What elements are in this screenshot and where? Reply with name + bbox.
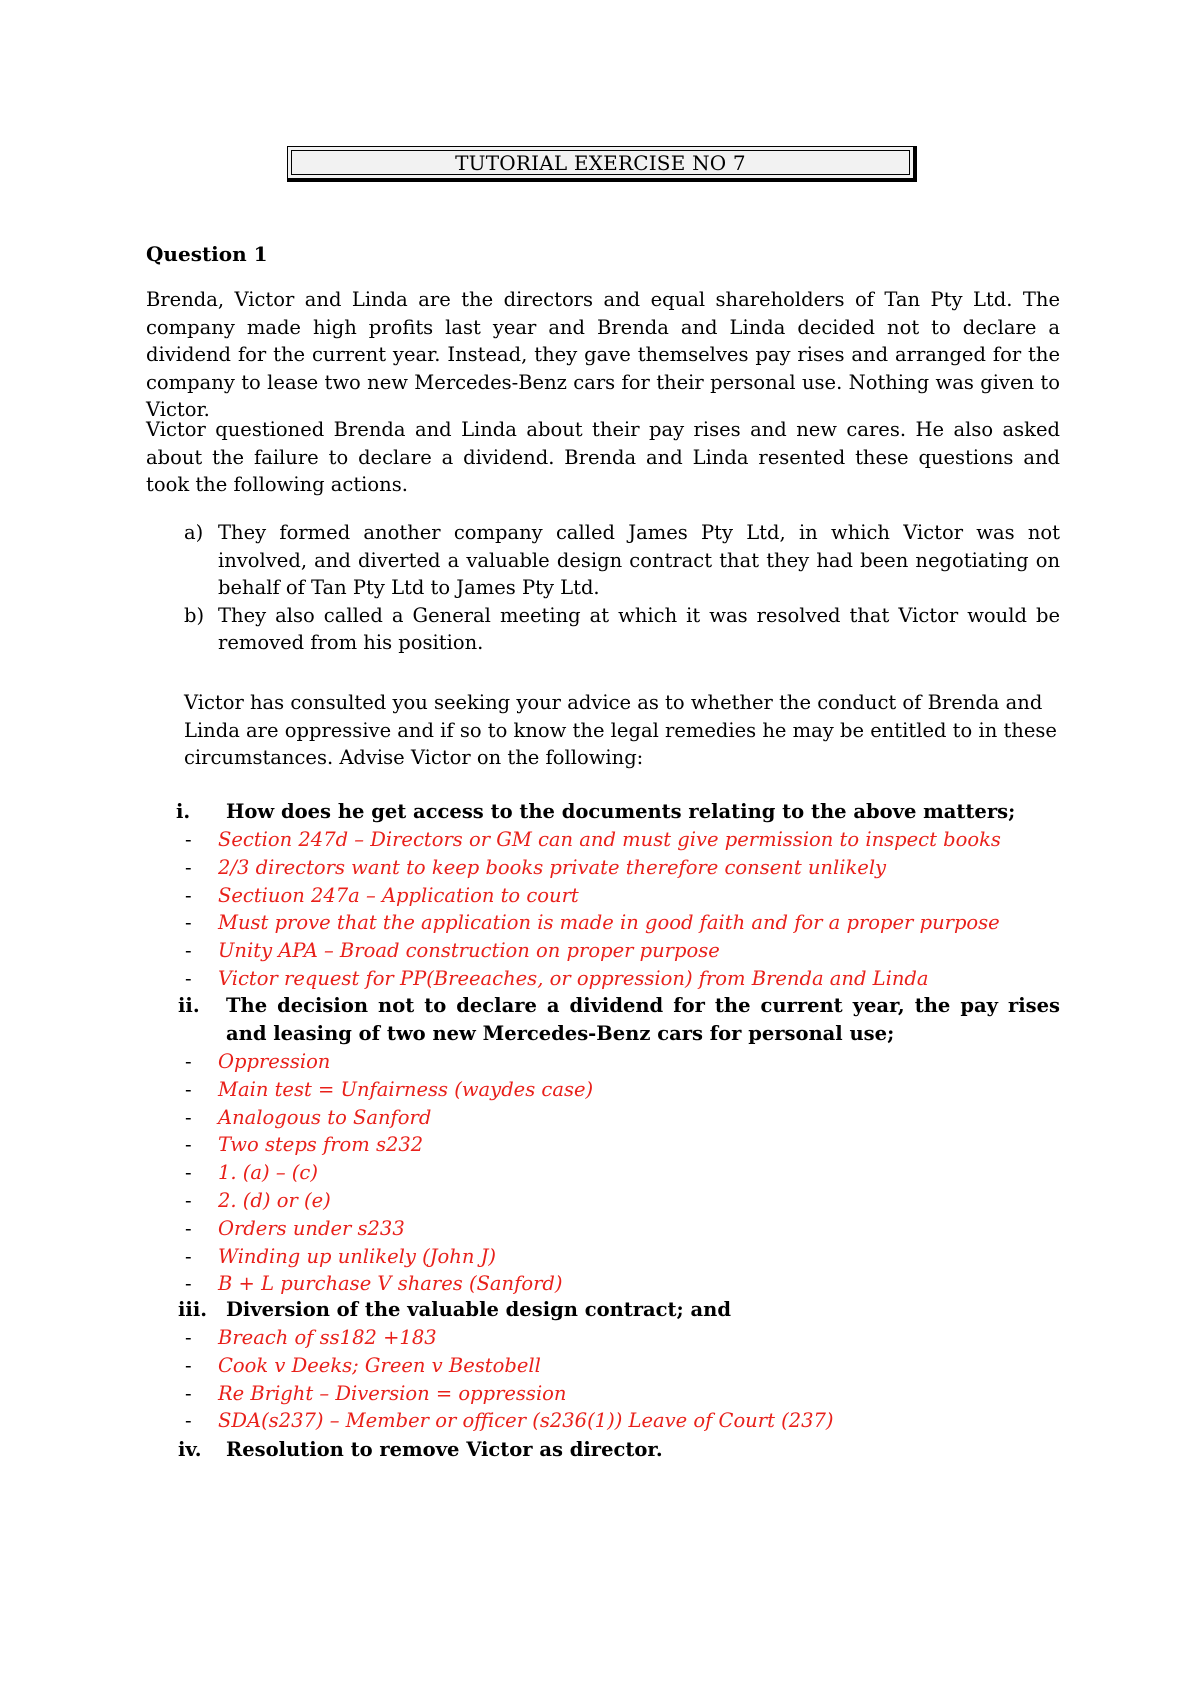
answer-text: Unity APA – Broad construction on proper purpose [218,939,720,963]
answer-text: Two steps from s232 [218,1133,424,1157]
question-block-i [146,798,1060,993]
answer-text: Re Bright – Diversion = oppression [218,1381,567,1405]
answer-item [146,1324,1060,1352]
question-text: Resolution to remove Victor as director. [226,1438,663,1461]
answer-list [146,1324,1060,1435]
answer-text: Section 247d – Directors or GM can and must give permission to inspect books [218,828,1001,851]
list-item [184,602,1060,657]
list-item [184,519,1060,602]
scenario-paragraph-3: Victor has consulted you seeking your advice as to whether the conduct of Brenda and Linda are oppressive and if so to know the legal remedies he may be entitled to in these circumstances. Advise Victor on the following: [184,691,1057,770]
answer-text: Must prove that the application is made in good faith and for a proper purpose [218,911,1000,935]
answer-item [146,1076,1060,1104]
dash-marker: - [185,966,192,990]
dash-marker: - [185,1133,192,1157]
dash-marker: - [185,1077,192,1101]
scenario-paragraph-2: Victor questioned Brenda and Linda about their pay rises and new cares. He also asked about the failure to declare a dividend. Brenda and Linda resented these questions and took the following actions. [146,418,1060,497]
question-text: Diversion of the valuable design contract; and [226,1298,731,1321]
answer-item [146,1407,1060,1435]
list-marker: b) [184,603,205,627]
list-item-text: They also called a General meeting at which it was resolved that Victor would be removed from his position. [218,603,1060,655]
answer-text: Orders under s233 [218,1216,405,1240]
dash-marker: - [185,1050,192,1073]
dash-marker: - [185,883,192,907]
answer-item [146,1048,1060,1076]
answer-text: Breach of ss182 +183 [218,1326,437,1349]
answer-item [146,1215,1060,1243]
actions-list [184,519,1060,657]
answer-item [146,1352,1060,1380]
roman-numeral: iv. [178,1438,202,1461]
dash-marker: - [185,911,192,935]
roman-numeral: ii. [178,994,200,1017]
answer-item [146,1270,1060,1298]
answer-list [146,826,1060,993]
answer-item [146,826,1060,854]
answer-text: 1. (a) – (c) [218,1161,318,1185]
dash-marker: - [185,1353,192,1377]
question-block-ii [146,992,1060,1298]
roman-numeral: i. [176,800,191,823]
answer-item [146,1159,1060,1187]
question-block-iii [146,1296,1060,1435]
answer-item [146,1243,1060,1271]
question-heading-i [146,798,1060,826]
roman-numeral: iii. [178,1298,208,1321]
answer-text: 2. (d) or (e) [218,1188,331,1212]
question-heading-iv [146,1436,1060,1464]
question-heading-ii [146,992,1060,1048]
answer-item [146,854,1060,882]
dash-marker: - [185,1272,192,1296]
answer-item [146,1131,1060,1159]
answer-text: 2/3 directors want to keep books private therefore consent unlikely [218,855,887,879]
question-heading-iii [146,1296,1060,1324]
answer-text: Analogous to Sanford [218,1105,432,1129]
list-marker: a) [184,521,204,544]
title-box [287,146,917,182]
answer-item [146,1187,1060,1215]
question-text: The decision not to declare a dividend for the current year, the pay rises and leasing of two new Mercedes-Benz cars for personal use; [226,994,1060,1045]
answer-item [146,909,1060,937]
dash-marker: - [185,1244,192,1268]
dash-marker: - [185,828,192,851]
answer-item [146,882,1060,910]
dash-marker: - [185,939,192,963]
question-block-iv [146,1436,1060,1464]
question-text: How does he get access to the documents relating to the above matters; [226,800,1016,823]
answer-text: Cook v Deeks; Green v Bestobell [218,1353,541,1377]
answer-item [146,1380,1060,1408]
dash-marker: - [185,1188,192,1212]
answer-item [146,1104,1060,1132]
answer-text: Main test = Unfairness (waydes case) [218,1077,594,1101]
answer-text: SDA(s237) – Member or officer (s236(1)) Leave of Court (237) [218,1409,834,1433]
answer-item [146,937,1060,965]
answer-text: Victor request for PP(Breeaches, or oppression) from Brenda and Linda [218,966,929,990]
answer-text: Sectiuon 247a – Application to court [218,883,579,907]
answer-text: B + L purchase V shares (Sanford) [218,1272,563,1296]
dash-marker: - [185,1326,192,1349]
dash-marker: - [185,1216,192,1240]
dash-marker: - [185,1105,192,1129]
answer-list [146,1048,1060,1298]
scenario-paragraph-1: Brenda, Victor and Linda are the directors and equal shareholders of Tan Pty Ltd. The company made high profits last year and Brenda and Linda decided not to declare a dividend for the current year. Instead, they gave themselves pay rises and arranged for the company to lease two new Mercedes-Benz cars for their personal use. Nothing was given to Victor. [146,288,1060,422]
dash-marker: - [185,1381,192,1405]
answer-text: Winding up unlikely (John J) [218,1244,496,1268]
document-title: TUTORIAL EXERCISE NO 7 [291,150,910,175]
answer-item [146,965,1060,993]
list-item-text: They formed another company called James Pty Ltd, in which Victor was not involved, and diverted a valuable design contract that they had been negotiating on behalf of Tan Pty Ltd to James Pty Ltd. [218,521,1060,600]
dash-marker: - [185,1161,192,1185]
dash-marker: - [185,855,192,879]
dash-marker: - [185,1409,192,1433]
question-heading: Question 1 [146,242,268,266]
answer-text: Oppression [218,1050,331,1073]
